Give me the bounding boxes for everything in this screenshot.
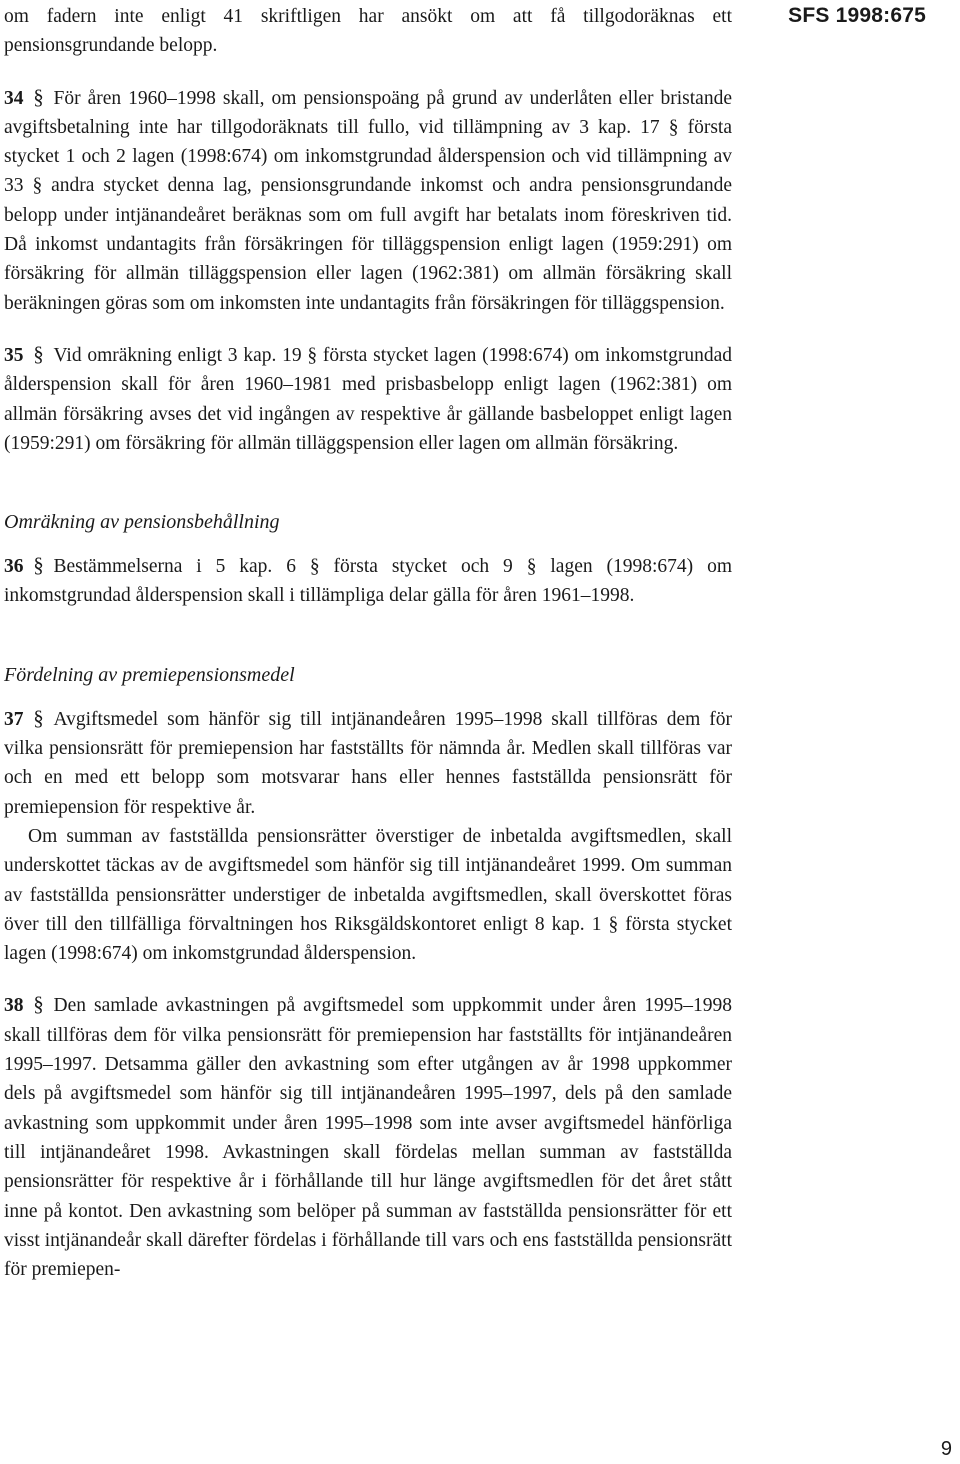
section-text: Den samlade avkastningen på avgiftsmedel som uppkommit under åren 1995–1998 skall tillföras dem för vilka pensionsrätt för premiepension har fastställts för intjänandeåren 1995–1997. Detsamma gäller den avkastning som efter utgången av år 1998 uppkommer dels på avgiftsmedel som hänför sig till intjänandeåren 1995–1997, dels på den samlade avkastning som uppkommit under åren 1995–1998 som inte avser avgiftsmedel hänförliga till intjänandeåret 1998. Avkastningen skall fördelas mellan summan av fastställda pensionsrätter för respektive år i förhållande till hur länge avgiftsmedlen för det året stått inne på kontot. Den avkastning som belöper på summan av fastställda pensionsrätter för ett visst intjänandeår skall därefter fördelas i förhållande till vars och ens fastställda pensionsrätt för premiepen- xyxy=(4,995,732,1281)
heading-omrakning: Omräkning av pensionsbehållning xyxy=(4,511,280,534)
spacer xyxy=(4,537,732,551)
spacer xyxy=(4,611,732,661)
section-35 xyxy=(4,340,732,458)
section-34 xyxy=(4,83,732,318)
section-37 xyxy=(4,704,732,822)
spacer xyxy=(4,61,732,83)
spacer xyxy=(4,690,732,704)
section-number: 36 xyxy=(4,556,24,578)
section-mark-icon: § xyxy=(33,553,44,578)
section-mark-icon: § xyxy=(33,84,44,109)
section-text: Vid omräkning enligt 3 kap. 19 § första stycket lagen (1998:674) om inkomstgrundad ålderspension skall för åren 1960–1981 med prisbasbelopp enligt lagen (1962:381) om allmän försäkring avses det vid ingången av respektive år gällande basbeloppet enligt lagen (1959:291) om försäkring för allmän tilläggspension eller lagen om allmän försäkring. xyxy=(4,344,732,454)
sfs-number-header: SFS 1998:675 xyxy=(788,4,926,27)
section-number: 38 xyxy=(4,995,24,1017)
spacer xyxy=(4,318,732,340)
page-number: 9 xyxy=(940,1438,952,1460)
heading-fordelning: Fördelning av premiepensionsmedel xyxy=(4,663,295,686)
section-text: Avgiftsmedel som hänför sig till intjänandeåren 1995–1998 skall tillföras dem för vilka pensionsrätt för premiepension har fastställts för nämnda år. Medlen skall tillföras var och en med ett belopp som motsvarar hans eller hennes fastställda pensionsrätt för premiepension för respektive år. xyxy=(4,708,732,818)
spacer xyxy=(4,968,732,990)
spacer xyxy=(4,458,732,508)
section-number: 35 xyxy=(4,344,24,366)
section-number: 37 xyxy=(4,708,24,730)
section-text: För åren 1960–1998 skall, om pensionspoäng på grund av underlåten eller bristande avgiftsbetalning inte har tillgodoräknats till fullo, vid tillämpning av 3 kap. 17 § första stycket 1 och 2 lagen (1998:674) om inkomstgrundad ålderspension och vid tillämpning av 33 § andra stycket denna lag, pensionsgrundande inkomst och andra pensionsgrundande belopp under intjänandeåret beräknas som om full avgift har betalats inom föreskriven tid. Då inkomst undantagits från försäkringen för tilläggspension enligt lagen (1959:291) om försäkring för allmän tilläggspension eller lagen (1962:381) om allmän försäkring skall beräkningen göras som om inkomsten inte undantagits från försäkringen för tilläggspension. xyxy=(4,87,732,314)
section-number: 34 xyxy=(4,87,24,109)
section-36 xyxy=(4,551,732,611)
section-38 xyxy=(4,990,732,1284)
section-mark-icon: § xyxy=(33,341,44,366)
section-text: Bestämmelserna i 5 kap. 6 § första stycket och 9 § lagen (1998:674) om inkomstgrundad ålderspension skall i tillämpliga delar gälla för åren 1961–1998. xyxy=(4,556,732,607)
intro-paragraph: om fadern inte enligt 41 skriftligen har ansökt om att få tillgodoräknas ett pensionsgrundande belopp. xyxy=(4,6,732,57)
section-mark-icon: § xyxy=(33,705,44,730)
section-37-second-paragraph: Om summan av fastställda pensionsrätter överstiger de inbetalda avgiftsmedlen, skall underskottet täckas av de avgiftsmedel som hänför sig till intjänandeåret 1999. Om summan av fastställda pensionsrätter understiger de inbetalda avgiftsmedlen, skall överskottet föras över till den tillfälliga förvaltningen hos Riksgäldskontoret enligt 8 kap. 1 § första stycket lagen (1998:674) om inkomstgrundad ålderspension. xyxy=(4,825,732,965)
section-mark-icon: § xyxy=(33,992,44,1017)
text-column xyxy=(4,2,732,1284)
